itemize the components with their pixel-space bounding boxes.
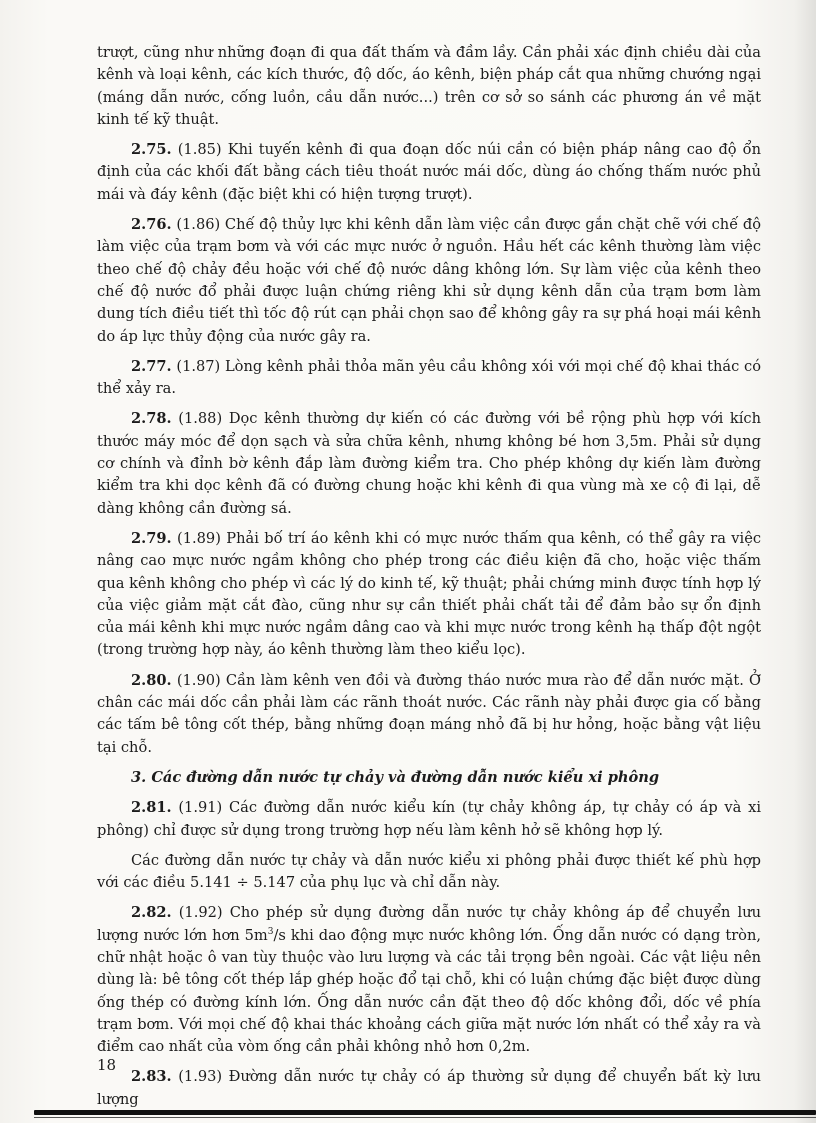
clause-2-75 bbox=[97, 139, 761, 206]
paragraph-note bbox=[97, 850, 761, 895]
clause-text: (1.89) Phải bố trí áo kênh khi có mực nước thấm qua kênh, có thể gây ra việc nâng cao mực nước ngầm không cho phép trong các điều kiện đã cho, hoặc việc thấm qua kênh không cho phép vì các lý do kinh tế, kỹ thuật; phải chứng minh được tính hợp lý của việc giảm mặt cắt đào, cũng như sự cần thiết phải chất tải để đảm bảo sự ổn định của mái kênh khi mực nước ngầm dâng cao và khi mực nước trong kênh hạ thấp đột ngột (trong trường hợp này, áo kênh thường làm theo kiểu lọc). bbox=[97, 529, 762, 659]
clause-number: 2.77. bbox=[131, 357, 172, 375]
clause-2-82 bbox=[97, 902, 761, 1058]
clause-number: 2.78. bbox=[131, 410, 172, 428]
clause-number: 2.80. bbox=[131, 671, 172, 689]
clause-number: 2.75. bbox=[131, 141, 172, 159]
superscript-exponent: 3 bbox=[267, 926, 274, 937]
clause-number: 2.76. bbox=[131, 216, 172, 234]
page-body bbox=[97, 42, 761, 1119]
page-number: 18 bbox=[97, 1056, 117, 1074]
clause-text: (1.88) Dọc kênh thường dự kiến có các đường với bề rộng phù hợp với kích thước máy móc để dọn sạch và sửa chữa kênh, nhưng không bé hơn 3,5m. Phải sử dụng cơ chính và đỉnh bờ kênh đắp làm đường kiểm tra. Cho phép không dự kiến làm đường kiểm tra khi dọc kênh đã có đường chung hoặc khi kênh đi qua vùng mà xe cộ đi lại, dễ dàng không cần đường sá. bbox=[97, 410, 761, 517]
clause-text-part-b: /s khi dao động mực nước không lớn. Ống dẫn nước có dạng tròn, chữ nhật hoặc ô van tùy thuộc vào lưu lượng và các tải trọng bên ngoài. Các vật liệu nên dùng là: bê tông cốt thép lắp ghép hoặc đổ tại chỗ, khi có luận chứng đặc biệt được dùng ống thép có đường kính lớn. Ống dẫn nước cần đặt theo độ dốc không đổi, dốc về phía trạm bơm. Với mọi chế độ khai thác khoảng cách giữa mặt nước lớn nhất có thể xảy ra và điểm cao nhất của vòm ống cần phải không nhỏ hơn 0,2m. bbox=[97, 926, 761, 1056]
paragraph-text: trượt, cũng như những đoạn đi qua đất thấm và đầm lầy. Cần phải xác định chiều dài của kênh và loại kênh, các kích thước, độ dốc, áo kênh, biện pháp cắt qua những chướng ngại (máng dẫn nước, cống luồn, cầu dẫn nước...) trên cơ sở so sánh các phương án về mặt kinh tế kỹ thuật. bbox=[97, 44, 761, 128]
section-heading: 3. Các đường dẫn nước tự chảy và đường dẫn nước kiểu xi phông bbox=[131, 768, 660, 786]
clause-text: (1.85) Khi tuyến kênh đi qua đoạn dốc núi cần có biện pháp nâng cao độ ổn định của các khối đất bằng cách tiêu thoát nước mái dốc, dùng áo chống thấm nước phủ mái và đáy kênh (đặc biệt khi có hiện tượng trượt). bbox=[97, 141, 761, 203]
clause-text: (1.87) Lòng kênh phải thỏa mãn yêu cầu không xói với mọi chế độ khai thác có thể xảy ra. bbox=[97, 357, 762, 398]
clause-2-77 bbox=[97, 356, 761, 401]
paragraph-text: Các đường dẫn nước tự chảy và dẫn nước kiểu xi phông phải được thiết kế phù hợp với các điều 5.141 ÷ 5.147 của phụ lục và chỉ dẫn này. bbox=[97, 851, 761, 892]
clause-text: (1.86) Chế độ thủy lực khi kênh dẫn làm việc cần được gắn chặt chẽ với chế độ làm việc của trạm bơm và với các mực nước ở nguồn. Hầu hết các kênh thường làm việc theo chế độ chảy đều hoặc với chế độ nước dâng không lớn. Sự làm việc của kênh theo chế độ nước đổ phải được luận chứng riêng khi sử dụng kênh dẫn của trạm bơm làm dung tích điều tiết thì tốc độ rút cạn phải chọn sao để không gây ra sự phá hoại mái kênh do áp lực thủy động của nước gây ra. bbox=[97, 216, 762, 345]
paragraph-continuation bbox=[97, 42, 761, 131]
clause-2-83 bbox=[97, 1066, 761, 1111]
clause-text: (1.90) Cần làm kênh ven đồi và đường tháo nước mưa rào để dẫn nước mặt. Ở chân các mái dốc cần phải làm các rãnh thoát nước. Các rãnh này phải được gia cố bằng các tấm bê tông cốt thép, bằng những đoạn máng nhỏ đã bị hư hỏng, hoặc bằng vật liệu tại chỗ. bbox=[97, 671, 761, 756]
clause-2-78 bbox=[97, 408, 761, 519]
clause-text: (1.93) Đường dẫn nước tự chảy có áp thường sử dụng để chuyển bất kỳ lưu lượng bbox=[97, 1068, 761, 1108]
clause-text: (1.91) Các đường dẫn nước kiểu kín (tự chảy không áp, tự chảy có áp và xi phông) chỉ được sử dụng trong trường hợp nếu làm kênh hở sẽ không hợp lý. bbox=[97, 799, 761, 839]
clause-2-76 bbox=[97, 214, 761, 348]
clause-number: 2.83. bbox=[131, 1068, 172, 1086]
clause-2-80 bbox=[97, 670, 761, 759]
page-edge-shadow bbox=[794, 0, 816, 1123]
clause-number: 2.79. bbox=[131, 529, 172, 547]
bottom-rule-thin bbox=[34, 1117, 816, 1118]
clause-number: 2.82. bbox=[131, 904, 172, 922]
clause-2-79 bbox=[97, 528, 761, 662]
bottom-rule bbox=[34, 1110, 816, 1115]
clause-text-part-a: (1.92) Cho phép sử dụng đường dẫn nước tự chảy không áp để chuyển lưu lượng nước lớn hơn 5m bbox=[97, 904, 761, 944]
clause-2-81 bbox=[97, 797, 761, 842]
clause-number: 2.81. bbox=[131, 799, 172, 817]
